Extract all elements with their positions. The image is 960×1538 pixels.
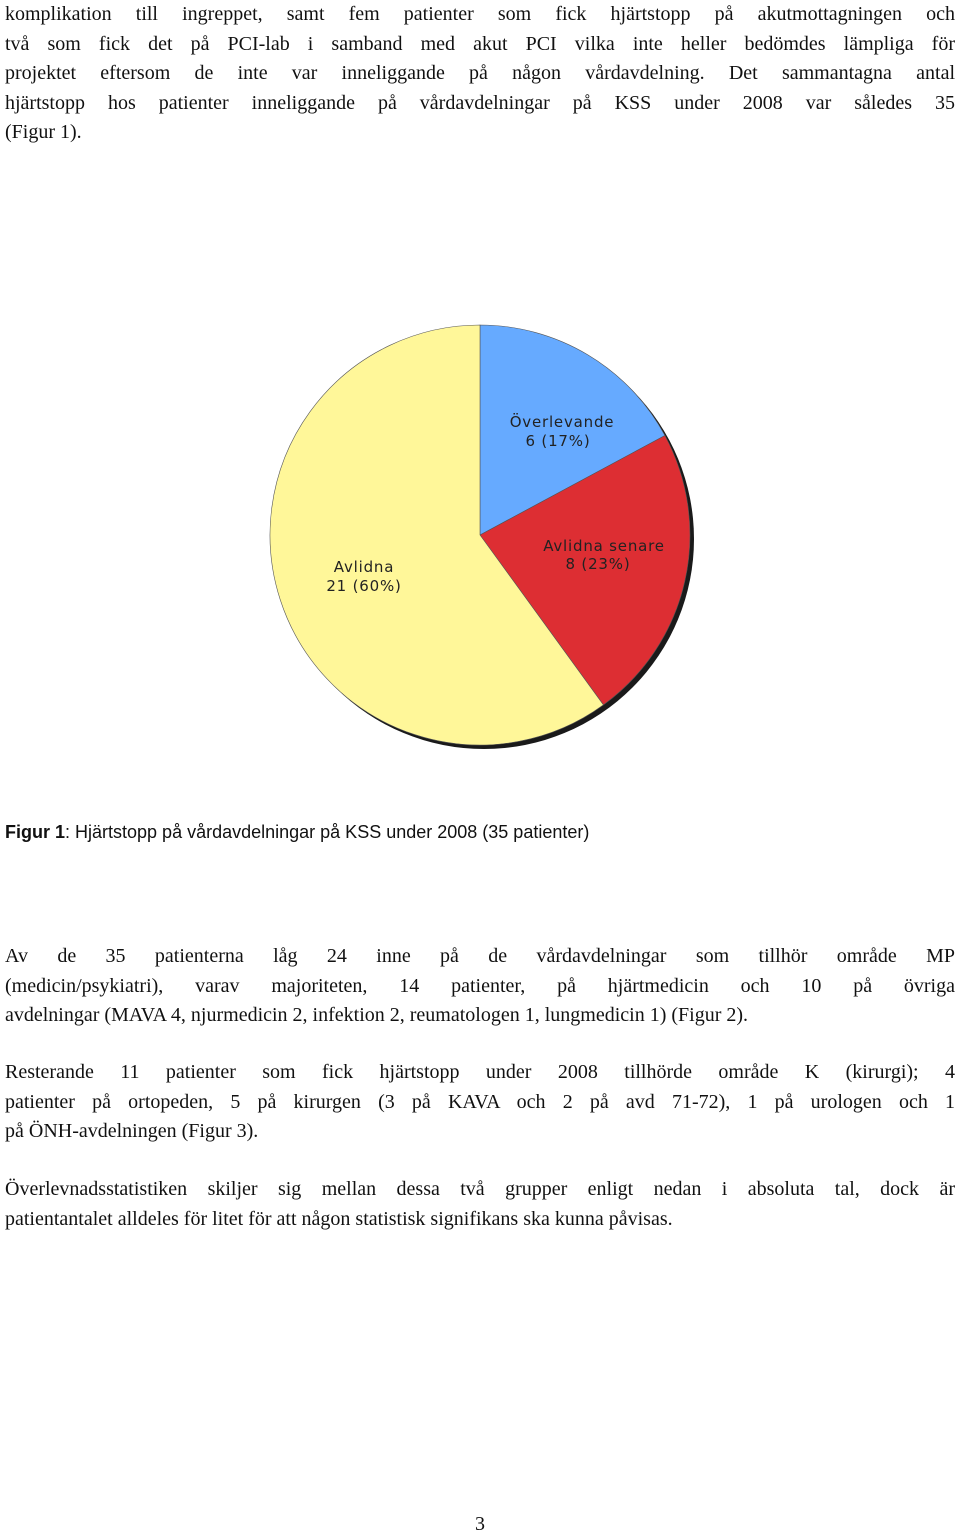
paragraph-intro (5, 0, 955, 148)
text-line: hjärtstopp hos patienter inneliggande på vårdavdelningar på KSS under 2008 var således 35 (5, 91, 955, 114)
text-line: Av de 35 patienterna låg 24 inne på de vårdavdelningar som tillhör område MP (5, 945, 955, 967)
text-line: (Figur 1). (5, 121, 82, 143)
paragraph-stats (5, 1175, 955, 1234)
slice-value-overlevande: 6 (17%) (525, 432, 591, 450)
text-line: komplikation till ingreppet, samt fem patienter som fick hjärtstopp på akutmottagningen och (5, 3, 955, 25)
pie-chart (260, 315, 710, 765)
paragraph-k (5, 1058, 955, 1147)
figure-label: Figur 1 (5, 822, 66, 842)
figure-caption (5, 818, 589, 846)
text-line: Överlevnadsstatistiken skiljer sig mellan dessa två grupper enligt nedan i absoluta tal, dock är (5, 1178, 955, 1200)
paragraph-mp (5, 942, 955, 1031)
text-line: två som fick det på PCI-lab i samband med akut PCI vilka inte heller bedömdes lämpliga för (5, 32, 955, 55)
text-line: projektet eftersom de inte var inneliggande på någon vårdavdelning. Det sammantagna antal (5, 62, 955, 84)
text-line: på ÖNH-avdelningen (Figur 3). (5, 1120, 259, 1142)
text-line: (medicin/psykiatri), varav majoriteten, 14 patienter, på hjärtmedicin och 10 på övriga (5, 974, 955, 997)
text-line: patienter på ortopeden, 5 på kirurgen (3 på KAVA och 2 på avd 71-72), 1 på urologen och 1 (5, 1090, 955, 1113)
slice-value-avlidna-senare: 8 (23%) (565, 555, 631, 573)
text-line: avdelningar (MAVA 4, njurmedicin 2, infektion 2, reumatologen 1, lungmedicin 1) (Figur 2). (5, 1004, 749, 1026)
text-line: Resterande 11 patienter som fick hjärtstopp under 2008 tillhörde område K (kirurgi); 4 (5, 1061, 955, 1083)
text-line: patientantalet alldeles för litet för att någon statistisk signifikans ska kunna påvisas. (5, 1207, 673, 1230)
slice-value-avlidna: 21 (60%) (326, 577, 402, 595)
slice-name-avlidna: Avlidna (333, 558, 395, 576)
page-number: 3 (475, 1513, 485, 1535)
slice-name-avlidna-senare: Avlidna senare (543, 537, 665, 555)
pie-slices (270, 325, 690, 745)
figure-caption-text: : Hjärtstopp på vårdavdelningar på KSS under 2008 (35 patienter) (65, 822, 590, 842)
slice-name-overlevande: Överlevande (509, 413, 615, 431)
